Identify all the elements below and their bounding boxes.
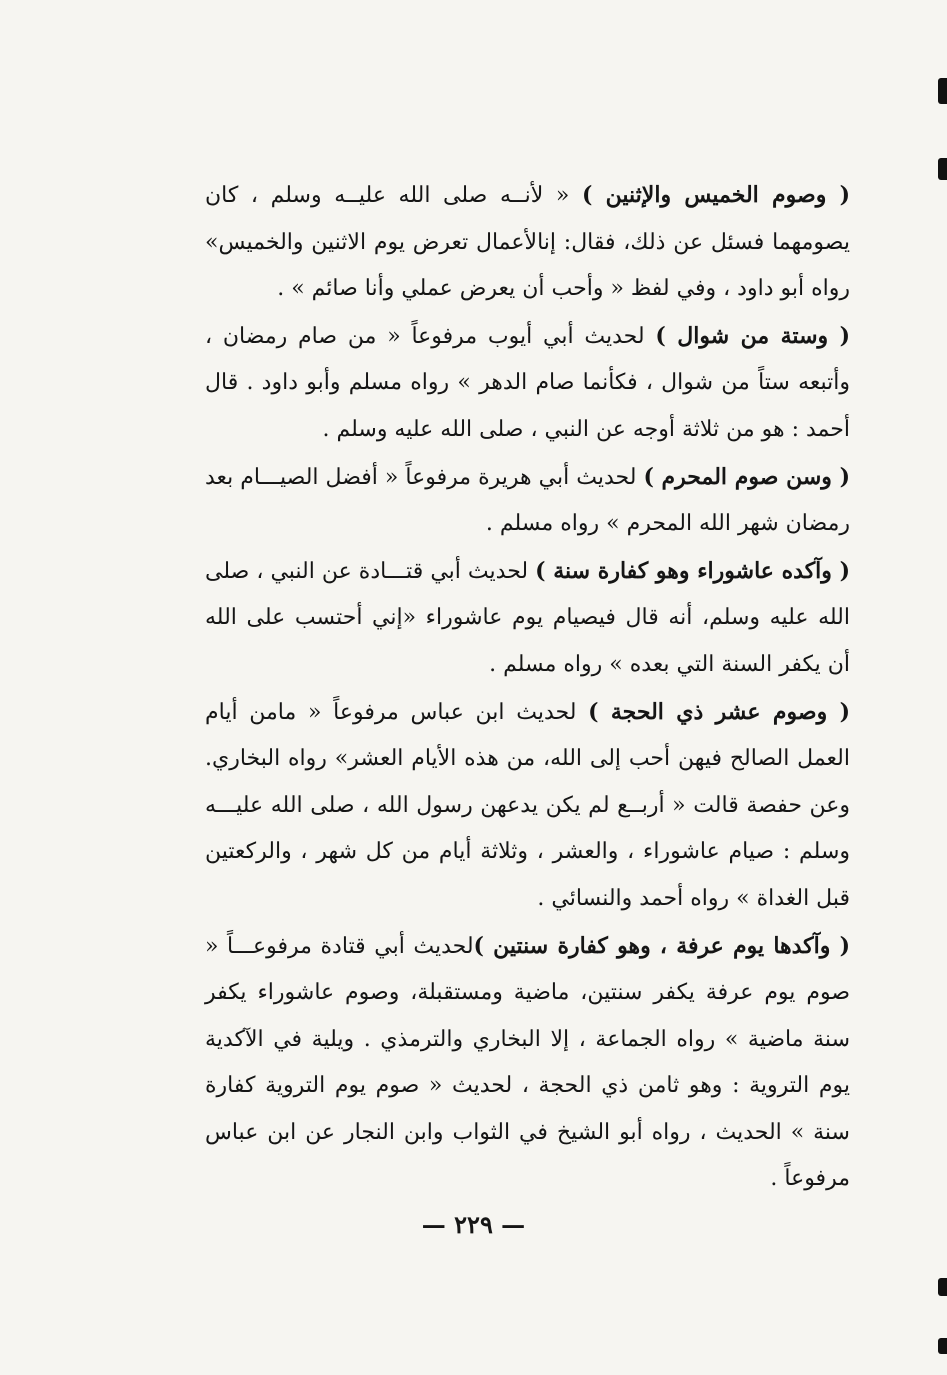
page-number: — ٢٢٩ — (421, 1210, 526, 1239)
paragraph (205, 923, 850, 1204)
paragraph-text: لحديث أبي قتـــادة عن النبي ، صلى الله عليه وسلم، أنه قال فيصيام يوم عاشوراء «إني أحتسب على الله أن يكفر السنة التي بعده » رواه مسلم . (205, 558, 850, 677)
paragraph-heading: ( وستة من شوال ) (655, 322, 851, 349)
paragraph-heading: ( وآكدها يوم عرفة ، وهو كفارة سنتين ) (473, 932, 850, 959)
page-body (205, 172, 850, 1203)
scan-edge-mark (938, 1338, 947, 1354)
paragraph-text: لحديث ابن عباس مرفوعاً « مامن أيام العمل الصالح فيهن أحب إلى الله، من هذه الأيام العشر» رواه البخاري. وعن حفصة قالت « أربــع لم يكن يدعهن رسول الله ، صلى الله عليـــه وسلم : صيام عاشوراء ، والعشر ، وثلاثة أيام من كل شهر ، والركعتين قبل الغداة » رواه أحمد والنسائي . (205, 699, 850, 911)
scan-edge-mark (938, 1278, 947, 1296)
paragraph (205, 172, 850, 313)
scan-edge-mark (938, 78, 947, 104)
paragraph-text: لحديث أبي أيوب مرفوعاً « من صام رمضان ، وأتبعه ستاً من شوال ، فكأنما صام الدهر » رواه مسلم وأبو داود . قال أحمد : هو من ثلاثة أوجه عن النبي ، صلى الله عليه وسلم . (205, 323, 850, 442)
scan-edge-mark (938, 158, 947, 180)
paragraph (205, 313, 850, 454)
paragraph (205, 454, 850, 548)
paragraph-heading: ( وصوم الخميس والإثنين ) (581, 182, 850, 208)
paragraph-heading: ( وصوم عشر ذي الحجة ) (588, 698, 851, 725)
paragraph-heading: ( وسن صوم المحرم ) (643, 463, 850, 490)
paragraph-heading: ( وآكده عاشوراء وهو كفارة سنة ) (535, 557, 850, 584)
paragraph-text: « لأنــه صلى الله عليــه وسلم ، كان يصومهما فسئل عن ذلك، فقال: إنالأعمال تعرض يوم الاثنين والخميس» رواه أبو داود ، وفي لفظ « وأحب أن يعرض عملي وأنا صائم » . (205, 183, 850, 302)
paragraph (205, 689, 850, 923)
paragraph-text: لحديث أبي هريرة مرفوعاً « أفضل الصيـــام بعد رمضان شهر الله المحرم » رواه مسلم . (205, 464, 850, 537)
paragraph (205, 548, 850, 689)
paragraph-text: لحديث أبي قتادة مرفوعـــاً « صوم يوم عرفة يكفر سنتين، ماضية ومستقبلة، وصوم عاشوراء يكفر سنة ماضية » رواه الجماعة ، إلا البخاري والترمذي . ويلية في الآكدية يوم التروية : وهو ثامن ذي الحجة ، لحديث « صوم يوم التروية كفارة سنة » الحديث ، رواه أبو الشيخ في الثواب وابن النجار عن ابن عباس مرفوعاً . (205, 933, 850, 1192)
